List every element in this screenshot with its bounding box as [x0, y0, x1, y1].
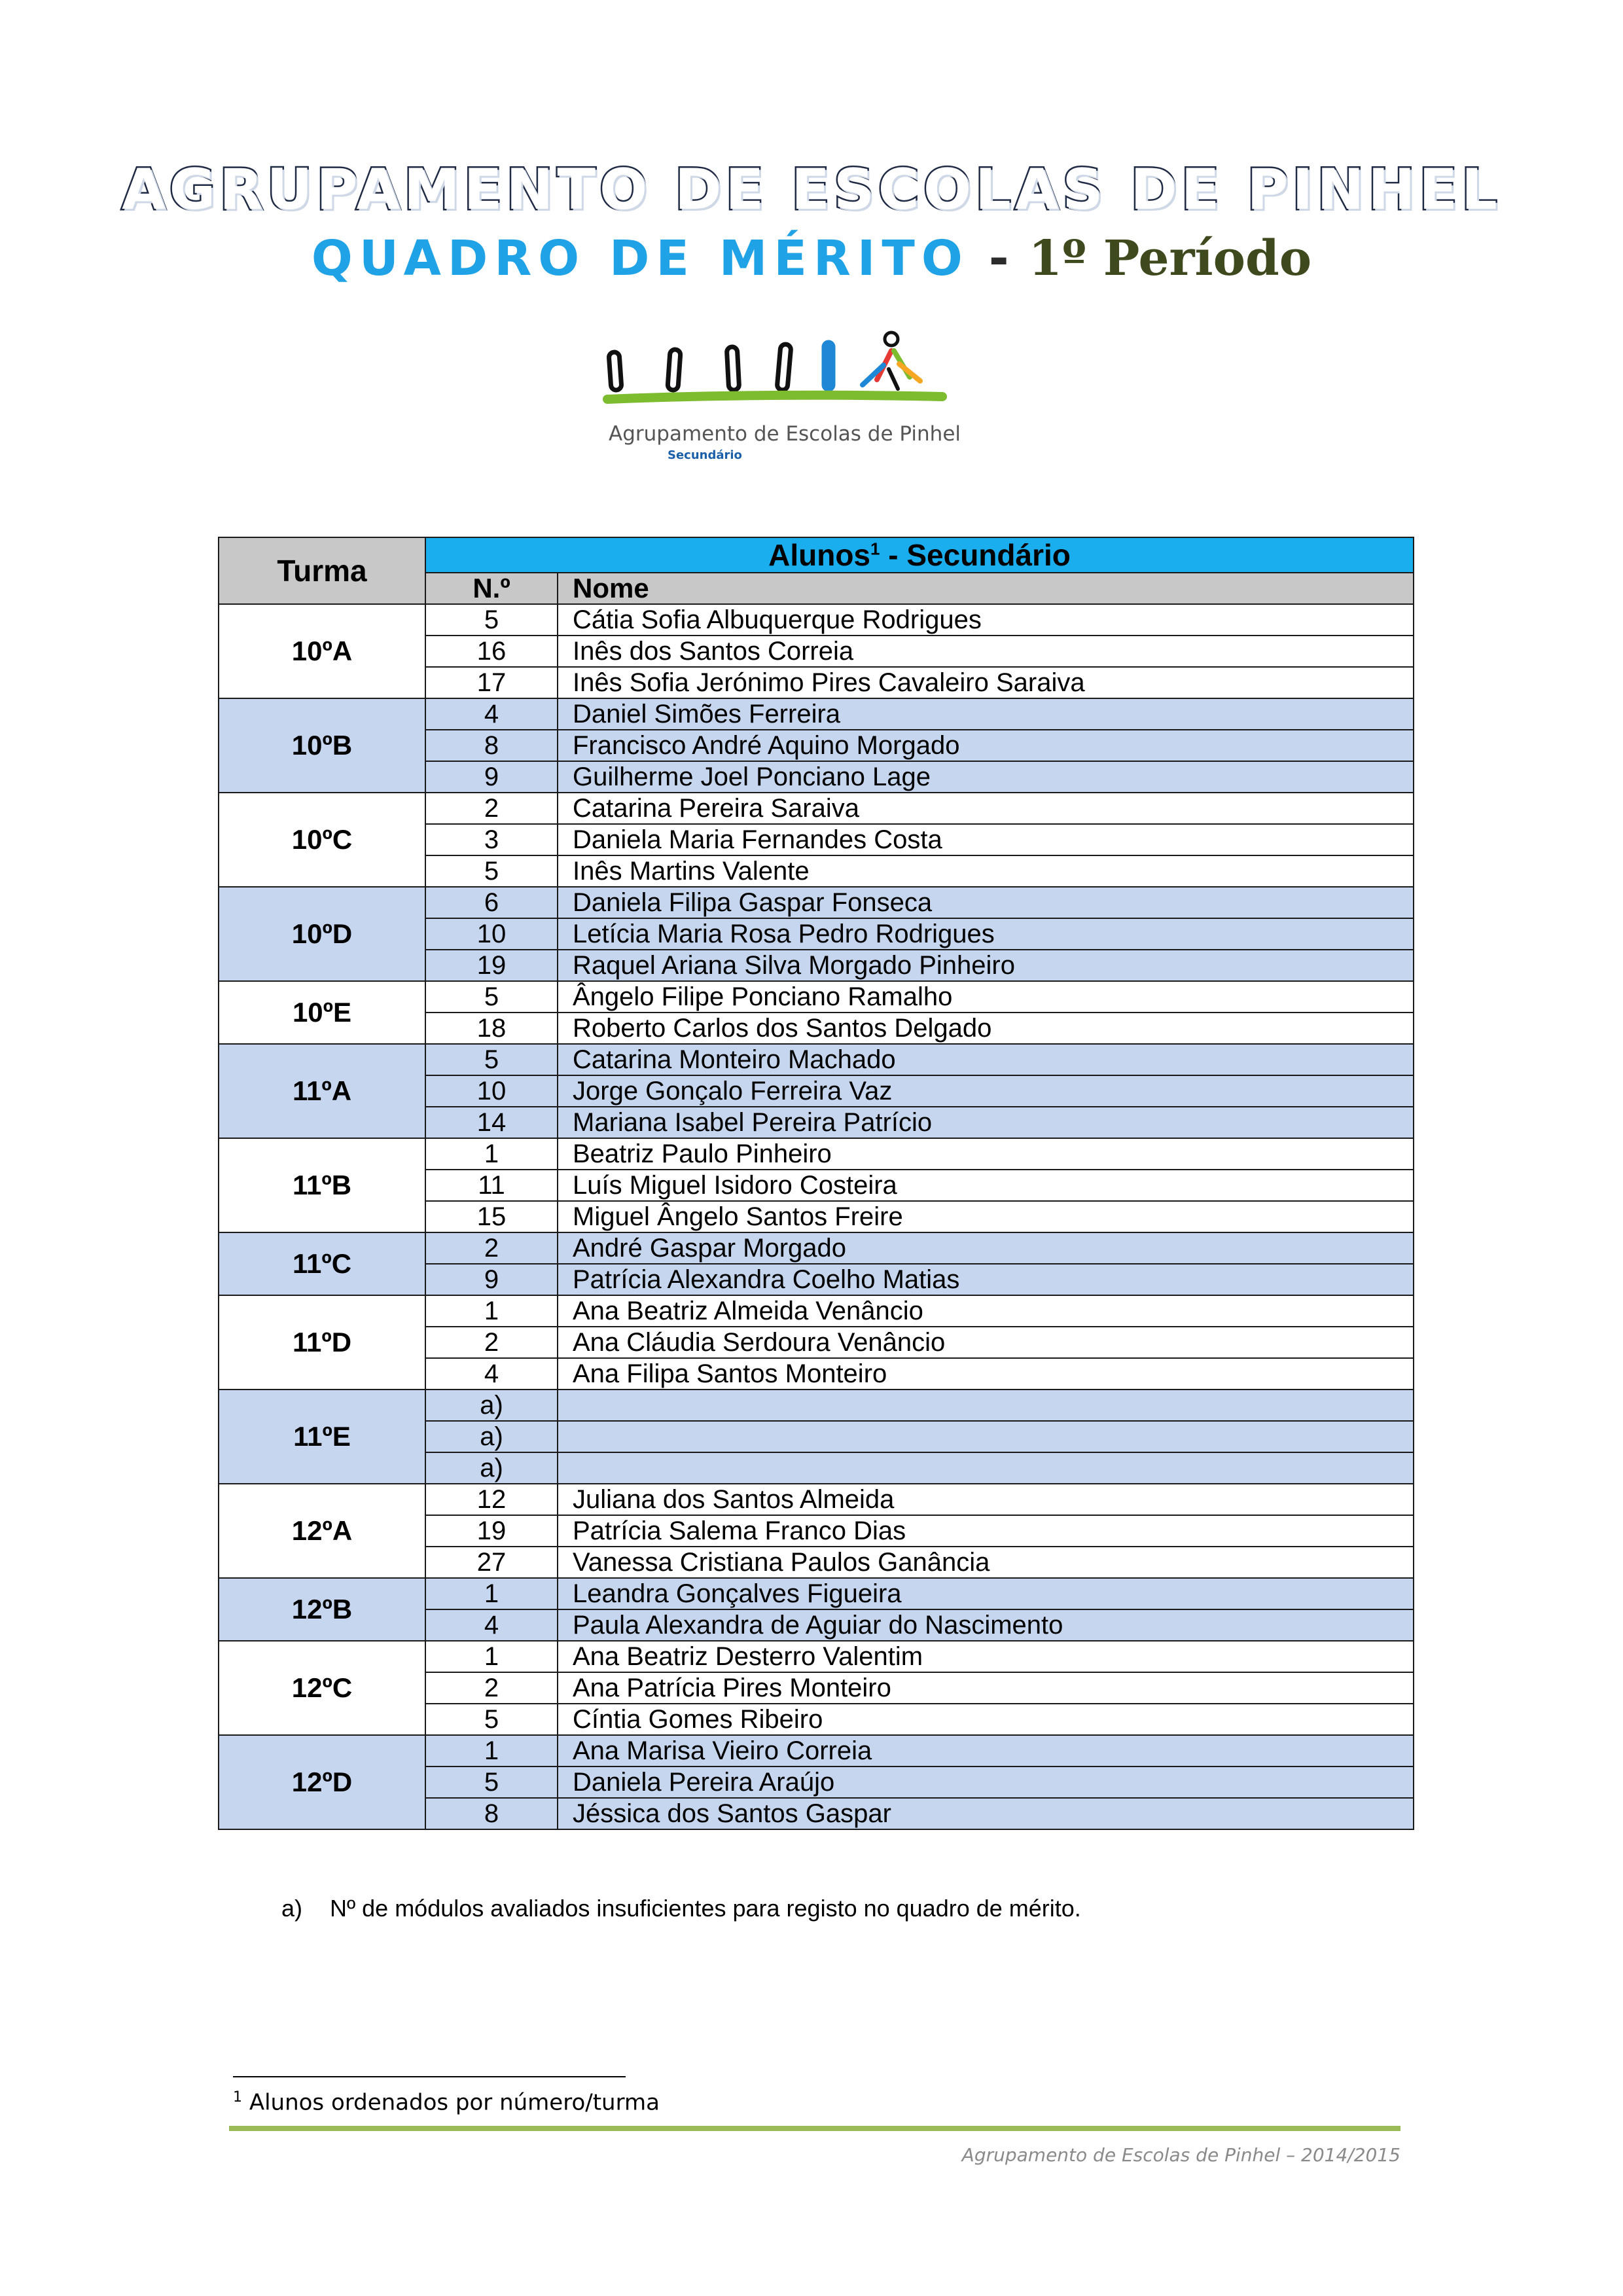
note-a [281, 1895, 1081, 1922]
turma-cell: 12ºD [219, 1735, 425, 1829]
turma-cell: 10ºE [219, 981, 425, 1044]
numero-cell: 1 [425, 1578, 558, 1609]
table-row [219, 981, 1414, 1013]
numero-cell: 6 [425, 887, 558, 918]
nome-cell [558, 1421, 1414, 1452]
nome-cell: Jéssica dos Santos Gaspar [558, 1798, 1414, 1829]
nome-cell: Guilherme Joel Ponciano Lage [558, 761, 1414, 793]
nome-cell: Inês Martins Valente [558, 855, 1414, 887]
turma-cell: 10ºC [219, 793, 425, 887]
nome-cell: Cíntia Gomes Ribeiro [558, 1704, 1414, 1735]
numero-cell: 2 [425, 1672, 558, 1704]
header-alunos: Alunos$^1$ - Secundário [425, 537, 1414, 573]
nome-cell: Catarina Pereira Saraiva [558, 793, 1414, 824]
turma-cell: 11ºC [219, 1232, 425, 1295]
footnote-number: 1 [233, 2089, 242, 2106]
numero-cell: 5 [425, 604, 558, 636]
nome-cell: Mariana Isabel Pereira Patrício [558, 1107, 1414, 1138]
nome-cell: Daniela Filipa Gaspar Fonseca [558, 887, 1414, 918]
school-logo-icon [602, 327, 1021, 471]
note-a-text: Nº de módulos avaliados insuficientes para registo no quadro de mérito. [330, 1895, 1081, 1922]
logo-subtext: Secundário [668, 448, 742, 462]
nome-cell: Daniela Pereira Araújo [558, 1767, 1414, 1798]
numero-cell: 5 [425, 1044, 558, 1075]
nome-cell: Ana Cláudia Serdoura Venâncio [558, 1327, 1414, 1358]
table-row [219, 1735, 1414, 1767]
numero-cell: 8 [425, 1798, 558, 1829]
numero-cell: 19 [425, 1515, 558, 1547]
nome-cell: Juliana dos Santos Almeida [558, 1484, 1414, 1515]
document-subtitle [0, 230, 1623, 287]
turma-cell: 10ºD [219, 887, 425, 981]
nome-cell: Cátia Sofia Albuquerque Rodrigues [558, 604, 1414, 636]
numero-cell: 1 [425, 1735, 558, 1767]
nome-cell: Inês Sofia Jerónimo Pires Cavaleiro Saraiva [558, 667, 1414, 698]
numero-cell: 19 [425, 950, 558, 981]
footnote [233, 2089, 660, 2115]
nome-cell: Paula Alexandra de Aguiar do Nascimento [558, 1609, 1414, 1641]
table-row [219, 698, 1414, 730]
nome-cell: Ana Beatriz Almeida Venâncio [558, 1295, 1414, 1327]
nome-cell: Luís Miguel Isidoro Costeira [558, 1170, 1414, 1201]
numero-cell: 2 [425, 1327, 558, 1358]
table-row [219, 1484, 1414, 1515]
numero-cell: 15 [425, 1201, 558, 1232]
numero-cell: 2 [425, 1232, 558, 1264]
merit-table-body [219, 604, 1414, 1829]
nome-cell [558, 1390, 1414, 1421]
numero-cell: 4 [425, 1358, 558, 1390]
header-numero: N.º [425, 573, 558, 604]
nome-cell: Roberto Carlos dos Santos Delgado [558, 1013, 1414, 1044]
turma-cell: 12ºC [219, 1641, 425, 1735]
nome-cell: Patrícia Alexandra Coelho Matias [558, 1264, 1414, 1295]
table-row [219, 1295, 1414, 1327]
numero-cell: 10 [425, 1075, 558, 1107]
numero-cell: 3 [425, 824, 558, 855]
numero-cell: 5 [425, 981, 558, 1013]
document-title: AGRUPAMENTO DE ESCOLAS DE PINHEL [122, 157, 1501, 223]
numero-cell: 14 [425, 1107, 558, 1138]
nome-cell: Raquel Ariana Silva Morgado Pinheiro [558, 950, 1414, 981]
numero-cell: 11 [425, 1170, 558, 1201]
table-row [219, 604, 1414, 636]
nome-cell [558, 1452, 1414, 1484]
numero-cell: 1 [425, 1295, 558, 1327]
table-row [219, 1578, 1414, 1609]
table-row [219, 1232, 1414, 1264]
table-row [219, 1641, 1414, 1672]
turma-cell: 11ºD [219, 1295, 425, 1390]
subtitle-period: 1º Período [1028, 230, 1312, 287]
numero-cell: 27 [425, 1547, 558, 1578]
table-row [219, 1138, 1414, 1170]
subtitle-dash: - [988, 230, 1009, 287]
nome-cell: Ana Beatriz Desterro Valentim [558, 1641, 1414, 1672]
nome-cell: Letícia Maria Rosa Pedro Rodrigues [558, 918, 1414, 950]
numero-cell: 18 [425, 1013, 558, 1044]
nome-cell: Miguel Ângelo Santos Freire [558, 1201, 1414, 1232]
nome-cell: Ana Marisa Vieiro Correia [558, 1735, 1414, 1767]
numero-cell: 2 [425, 793, 558, 824]
turma-cell: 10ºB [219, 698, 425, 793]
numero-cell: 1 [425, 1641, 558, 1672]
numero-cell: 4 [425, 1609, 558, 1641]
numero-cell: a) [425, 1390, 558, 1421]
subtitle-quadro-merito: QUADRO DE MÉRITO [311, 230, 969, 287]
footer-divider [229, 2126, 1400, 2131]
nome-cell: Daniel Simões Ferreira [558, 698, 1414, 730]
numero-cell: 8 [425, 730, 558, 761]
nome-cell: Vanessa Cristiana Paulos Ganância [558, 1547, 1414, 1578]
header-turma: Turma [219, 537, 425, 604]
numero-cell: 1 [425, 1138, 558, 1170]
header-nome: Nome [558, 573, 1414, 604]
numero-cell: 17 [425, 667, 558, 698]
numero-cell: 9 [425, 1264, 558, 1295]
numero-cell: a) [425, 1421, 558, 1452]
numero-cell: 12 [425, 1484, 558, 1515]
nome-cell: Ana Filipa Santos Monteiro [558, 1358, 1414, 1390]
turma-cell: 11ºE [219, 1390, 425, 1484]
page-footer: Agrupamento de Escolas de Pinhel – 2014/2015 [961, 2144, 1400, 2166]
note-a-label: a) [281, 1895, 303, 1922]
turma-cell: 12ºA [219, 1484, 425, 1578]
turma-cell: 12ºB [219, 1578, 425, 1641]
numero-cell: 4 [425, 698, 558, 730]
turma-cell: 11ºA [219, 1044, 425, 1138]
numero-cell: a) [425, 1452, 558, 1484]
numero-cell: 5 [425, 855, 558, 887]
nome-cell: Ângelo Filipe Ponciano Ramalho [558, 981, 1414, 1013]
turma-cell: 11ºB [219, 1138, 425, 1232]
table-row [219, 1390, 1414, 1421]
nome-cell: Patrícia Salema Franco Dias [558, 1515, 1414, 1547]
nome-cell: Francisco André Aquino Morgado [558, 730, 1414, 761]
nome-cell: Inês dos Santos Correia [558, 636, 1414, 667]
numero-cell: 10 [425, 918, 558, 950]
logo-text: Agrupamento de Escolas de Pinhel [609, 422, 961, 446]
footnote-text: Alunos ordenados por número/turma [249, 2089, 660, 2116]
merit-table [218, 537, 1414, 1830]
nome-cell: André Gaspar Morgado [558, 1232, 1414, 1264]
turma-cell: 10ºA [219, 604, 425, 698]
nome-cell: Catarina Monteiro Machado [558, 1044, 1414, 1075]
numero-cell: 16 [425, 636, 558, 667]
nome-cell: Jorge Gonçalo Ferreira Vaz [558, 1075, 1414, 1107]
footnote-divider [233, 2076, 626, 2077]
numero-cell: 5 [425, 1767, 558, 1798]
numero-cell: 9 [425, 761, 558, 793]
nome-cell: Ana Patrícia Pires Monteiro [558, 1672, 1414, 1704]
nome-cell: Daniela Maria Fernandes Costa [558, 824, 1414, 855]
table-row [219, 887, 1414, 918]
table-row [219, 793, 1414, 824]
nome-cell: Leandra Gonçalves Figueira [558, 1578, 1414, 1609]
table-row [219, 1044, 1414, 1075]
nome-cell: Beatriz Paulo Pinheiro [558, 1138, 1414, 1170]
numero-cell: 5 [425, 1704, 558, 1735]
